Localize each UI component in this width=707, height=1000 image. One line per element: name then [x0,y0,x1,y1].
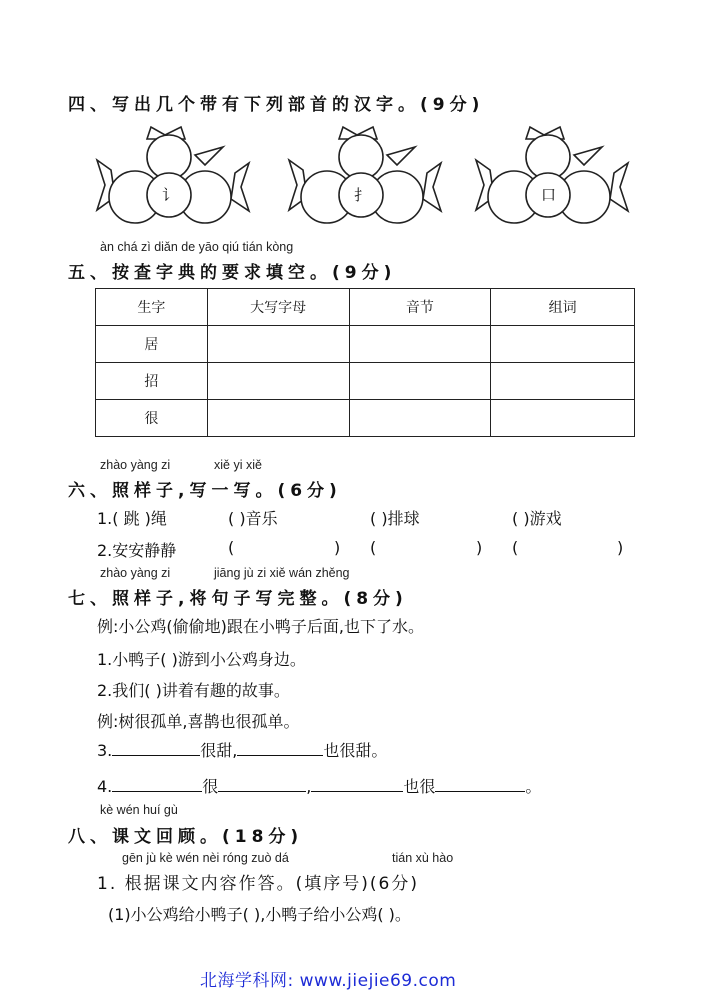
q6-line1-item[interactable]: ( )游戏 [512,509,562,528]
q7-s3-text: 也很甜。 [323,741,388,760]
q8-item-1[interactable]: (1)小公鸡给小鸭子( ),小鸭子给小公鸡( )。 [108,905,411,924]
table-row [96,326,635,363]
answer-blank[interactable] [218,774,306,792]
q6-line1-item[interactable]: ( )排球 [370,509,420,528]
table-cell-char: 招 [96,363,208,400]
q6-line2-paren[interactable]: ( [370,538,377,557]
q7-s4-text: 很 [202,777,219,796]
q7-sentence-4 [97,774,541,797]
table-header: 音节 [349,289,491,326]
radical-2: 扌 [354,186,370,204]
table-cell-blank[interactable] [207,326,349,363]
table-cell-blank[interactable] [349,326,491,363]
q6-pinyin-1: zhào yàng zi [100,458,171,472]
q7-heading: 七、照样子,将句子写完整。(8分) [68,589,408,609]
q6-line2-paren[interactable]: ( [228,538,235,557]
answer-blank[interactable] [435,774,525,792]
q7-s4-number: 4. [97,777,113,796]
q6-pinyin-2: xiě yi xiě [214,458,262,472]
table-row [96,400,635,437]
table-cell-blank[interactable] [207,400,349,437]
q7-pinyin-2: jiāng jù zi xiě wán zhěng [214,566,350,580]
q5-heading: 五、按查字典的要求填空。(9分) [68,263,397,283]
q7-s4-text: 也很 [403,777,436,796]
q7-s4-text: , [306,777,312,796]
radical-1: 讠 [162,186,178,204]
q8-sub-pinyin-a: gēn jù kè wén nèi róng zuò dá [122,851,289,865]
footer-watermark: 北海学科网: www.jiejie69.com [200,971,457,991]
q7-pinyin-1: zhào yàng zi [100,566,171,580]
flower-radical-2 [285,125,445,230]
q7-s3-number: 3. [97,741,113,760]
answer-blank[interactable] [311,774,403,792]
q7-s4-text: 。 [525,777,542,796]
table-cell-blank[interactable] [491,363,635,400]
q6-line2-paren[interactable]: ) [476,538,483,557]
answer-blank[interactable] [112,774,202,792]
table-header: 大写字母 [207,289,349,326]
q7-sentence-2[interactable]: 2.我们( )讲着有趣的故事。 [97,681,290,700]
q6-line2-paren[interactable]: ) [617,538,624,557]
q4-heading: 四、写出几个带有下列部首的汉字。(9分) [68,95,485,115]
q7-sentence-1[interactable]: 1.小鸭子( )游到小公鸡身边。 [97,650,306,669]
answer-blank[interactable] [237,738,323,756]
q6-line1-item[interactable]: ( )音乐 [228,509,278,528]
table-cell-blank[interactable] [349,363,491,400]
q8-sub-question-1: 1. 根据课文内容作答。(填序号)(6分) [97,874,419,894]
dictionary-table [95,288,635,437]
table-cell-blank[interactable] [349,400,491,437]
q6-line1-prefix: 1.( 跳 )绳 [97,509,167,528]
table-cell-char: 居 [96,326,208,363]
table-header-row [96,289,635,326]
flower-radical-3 [472,125,632,230]
flower-radical-1 [93,125,253,230]
q5-pinyin: àn chá zì diǎn de yāo qiú tián kòng [100,240,294,254]
q7-example-1: 例:小公鸡(偷偷地)跟在小鸭子后面,也下了水。 [97,617,424,636]
radical-3: 口 [541,186,557,204]
q7-sentence-3 [97,738,387,761]
table-cell-blank[interactable] [207,363,349,400]
q8-heading: 八、课文回顾。(18分) [68,827,304,847]
table-cell-char: 很 [96,400,208,437]
q8-pinyin: kè wén huí gù [100,803,178,817]
q6-line2-paren[interactable]: ( [512,538,519,557]
table-cell-blank[interactable] [491,400,635,437]
q7-s3-text: 很甜, [200,741,238,760]
answer-blank[interactable] [112,738,200,756]
q8-sub-pinyin-b: tián xù hào [392,851,454,865]
table-header: 组词 [491,289,635,326]
q7-example-2: 例:树很孤单,喜鹊也很孤单。 [97,712,300,731]
table-row [96,363,635,400]
q6-line2-paren[interactable]: ) [334,538,341,557]
q6-heading: 六、照样子,写一写。(6分) [68,481,342,501]
q6-line2-prefix: 2.安安静静 [97,541,177,560]
table-header: 生字 [96,289,208,326]
table-cell-blank[interactable] [491,326,635,363]
